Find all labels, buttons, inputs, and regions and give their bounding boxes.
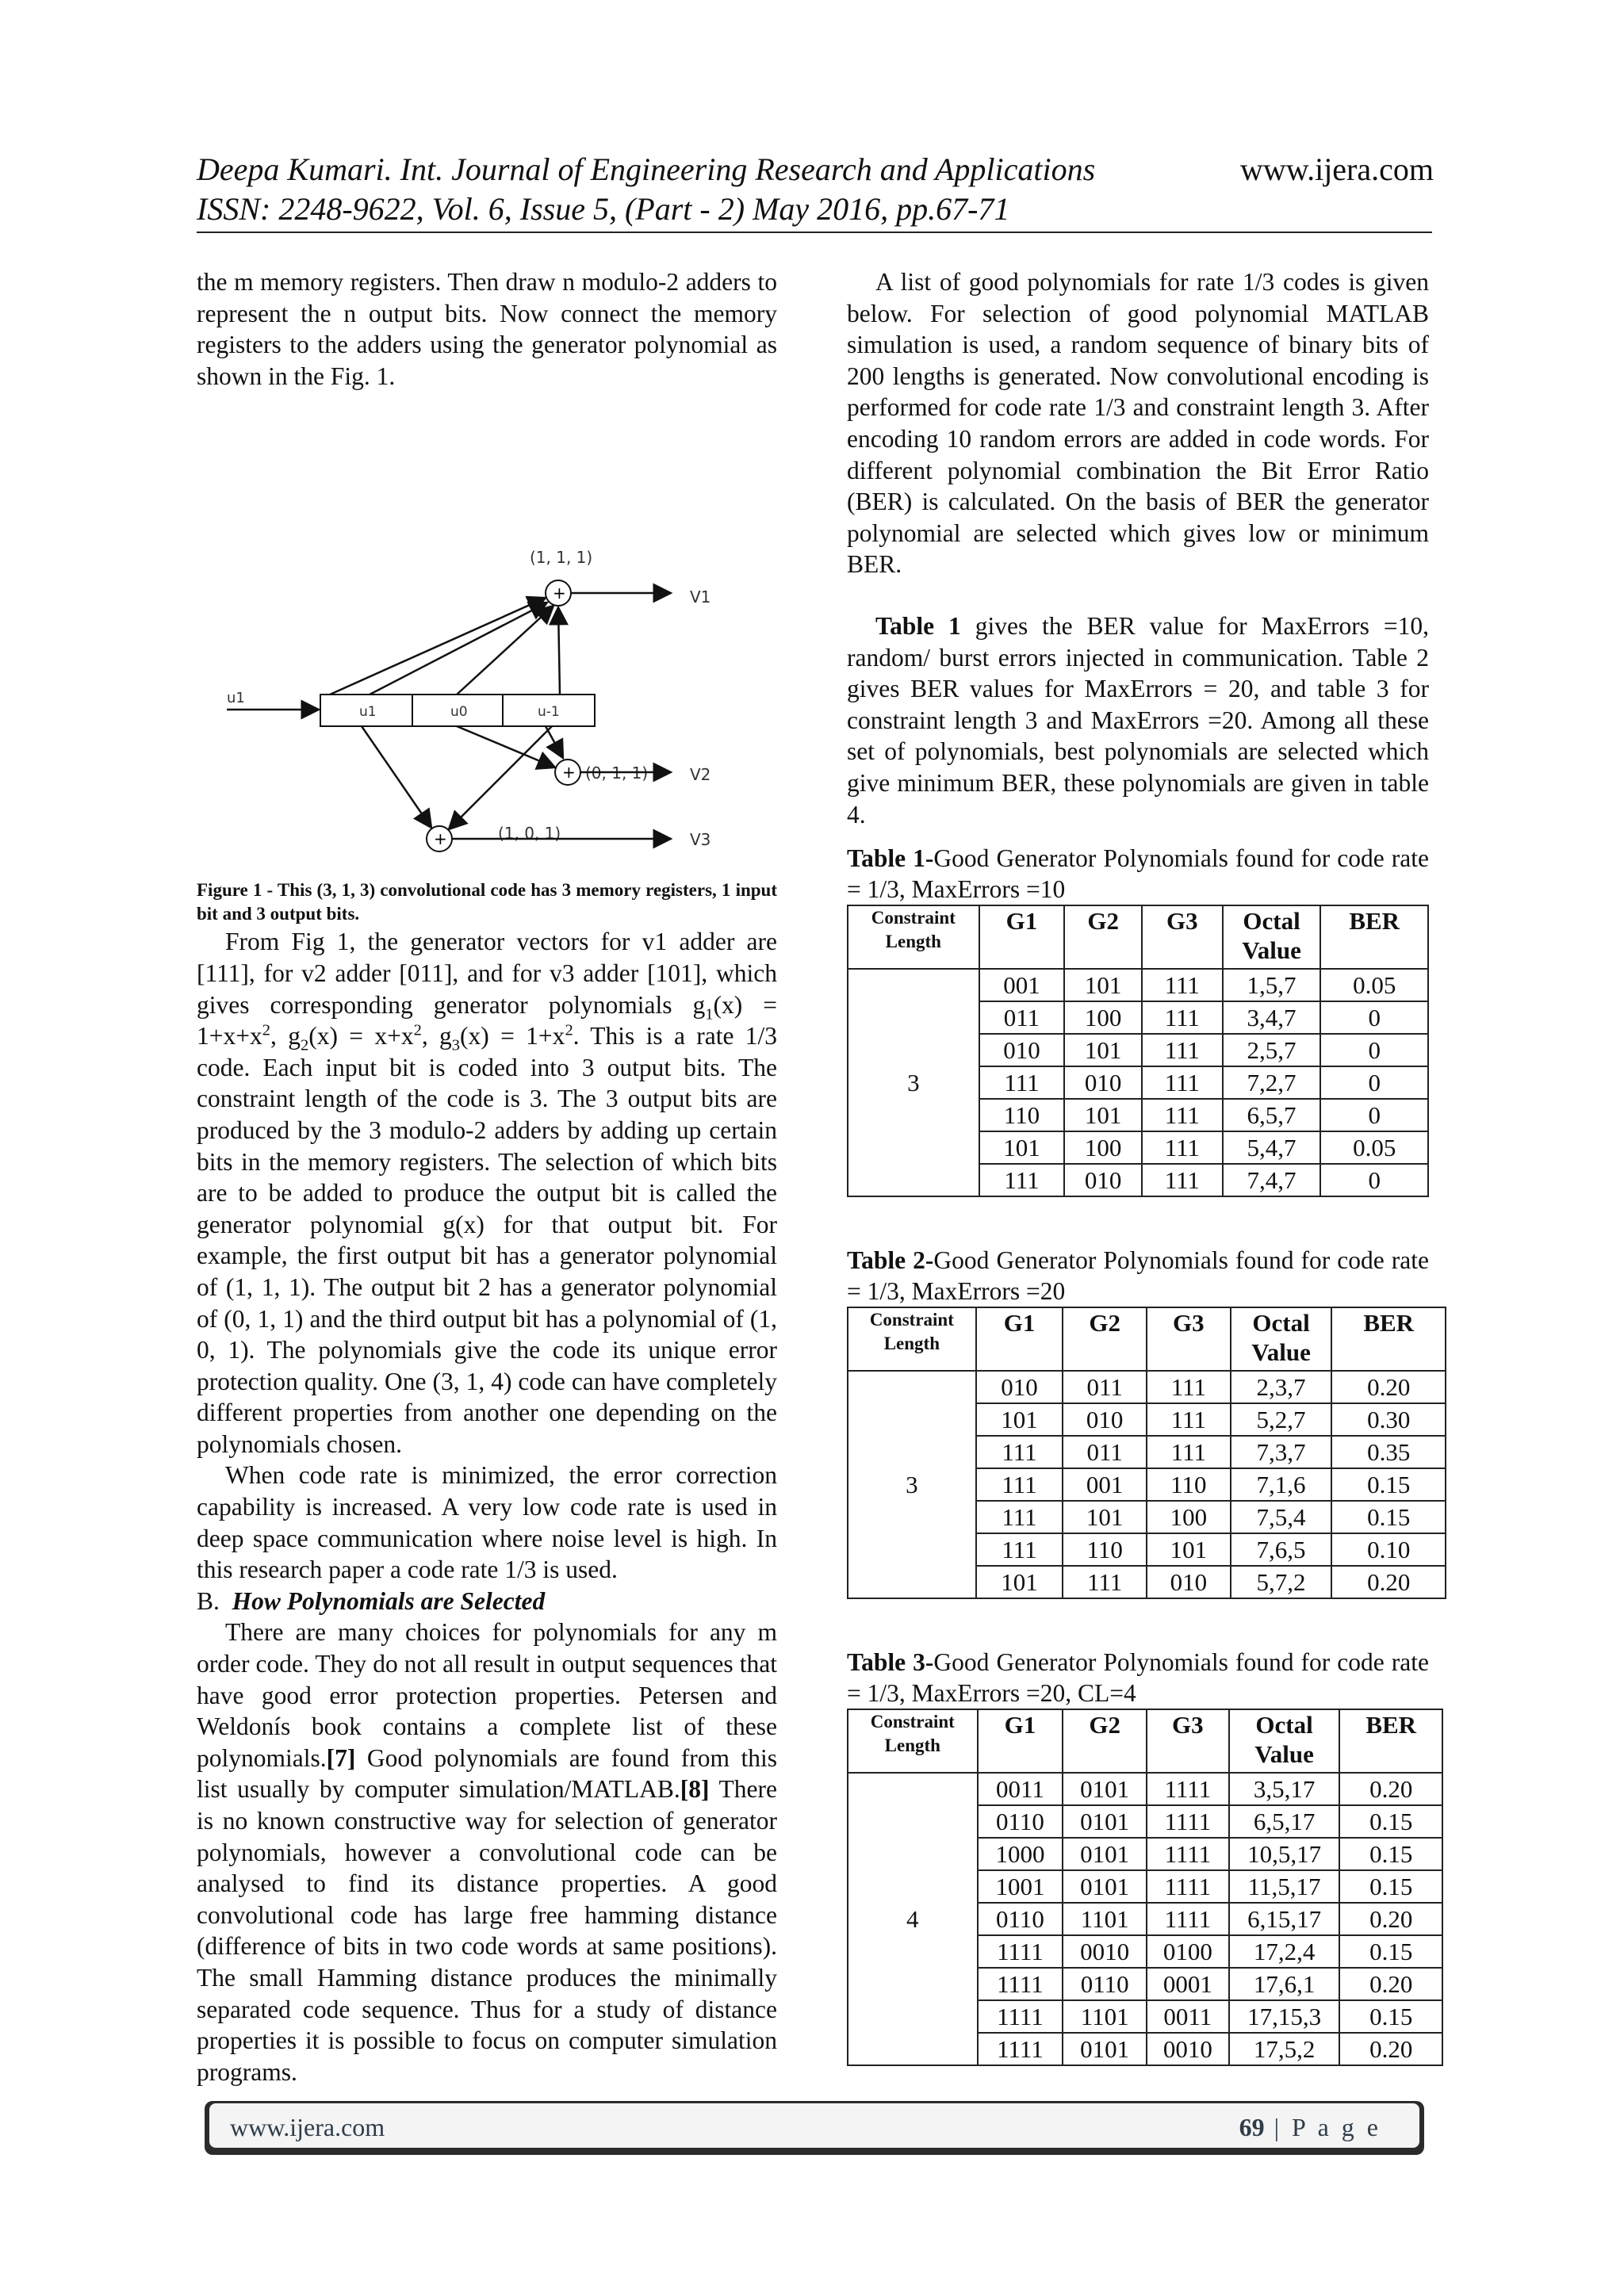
table-cell: 0.20 xyxy=(1331,1566,1446,1598)
table-cell: 101 xyxy=(1064,969,1142,1001)
col-constraint-length: Constraint Length xyxy=(848,905,979,969)
table-cell: 0101 xyxy=(1063,2033,1147,2065)
svg-text:+: + xyxy=(553,584,566,603)
table-cell: 110 xyxy=(1063,1533,1147,1566)
table-cell: 001 xyxy=(979,969,1065,1001)
table-cell: 011 xyxy=(1063,1436,1147,1468)
col-ber: BER xyxy=(1339,1709,1442,1773)
col-g1: G1 xyxy=(978,1709,1063,1773)
left-paragraph-3: When code rate is minimized, the error correction capability is increased. A very low code rate is used in deep space communication where noise level is high. In this research paper a code rate 1/3 is used. xyxy=(197,1461,777,1584)
col-g2: G2 xyxy=(1064,905,1142,969)
register-u0: u0 xyxy=(450,704,468,721)
table-cell: 111 xyxy=(1142,1164,1223,1196)
table-cell: 7,2,7 xyxy=(1223,1066,1321,1099)
table-cell: 010 xyxy=(1147,1566,1231,1598)
table-cell: 0100 xyxy=(1147,1935,1229,1968)
table-cell: 2,5,7 xyxy=(1223,1034,1321,1066)
table-cell: 5,2,7 xyxy=(1231,1403,1332,1436)
col-g3: G3 xyxy=(1147,1307,1231,1371)
table-cell: 0.20 xyxy=(1339,1773,1442,1805)
table-cell: 010 xyxy=(979,1034,1065,1066)
table3-caption: Table 3-Good Generator Polynomials found for code rate = 1/3, MaxErrors =20, CL=4 xyxy=(847,1648,1429,1708)
table-cell: 6,15,17 xyxy=(1229,1903,1340,1935)
table-cell: 2,3,7 xyxy=(1231,1371,1332,1403)
table-cell: 1111 xyxy=(978,2000,1063,2033)
table-2 xyxy=(847,1307,1446,1599)
constraint-length-cell: 4 xyxy=(848,1773,978,2065)
table-cell: 0.15 xyxy=(1339,1838,1442,1870)
svg-text:+: + xyxy=(562,763,576,783)
table-cell: 0.15 xyxy=(1339,1935,1442,1968)
table-cell: 111 xyxy=(1142,1066,1223,1099)
table-cell: 111 xyxy=(976,1533,1063,1566)
journal-citation: Deepa Kumari. Int. Journal of Engineering Research and Applications xyxy=(197,151,1096,187)
table-cell: 0.15 xyxy=(1331,1501,1446,1533)
table-row xyxy=(848,1371,1446,1403)
table-cell: 010 xyxy=(1064,1066,1142,1099)
right-column xyxy=(847,266,1429,2066)
table-cell: 0 xyxy=(1320,1034,1428,1066)
table-cell: 0.20 xyxy=(1339,1903,1442,1935)
label-top: (1, 1, 1) xyxy=(530,548,593,568)
table-cell: 1000 xyxy=(978,1838,1063,1870)
table-cell: 0101 xyxy=(1063,1805,1147,1838)
table-cell: 010 xyxy=(1064,1164,1142,1196)
table-cell: 1111 xyxy=(1147,1903,1229,1935)
col-g3: G3 xyxy=(1142,905,1223,969)
col-g1: G1 xyxy=(976,1307,1063,1371)
table-cell: 0.35 xyxy=(1331,1436,1446,1468)
col-octal: Octal Value xyxy=(1231,1307,1332,1371)
table-cell: 0011 xyxy=(978,1773,1063,1805)
table-cell: 0.05 xyxy=(1320,969,1428,1001)
table-cell: 0110 xyxy=(1063,1968,1147,2000)
ref-8[interactable]: [8] xyxy=(680,1775,710,1804)
table-cell: 1101 xyxy=(1063,2000,1147,2033)
table-cell: 5,4,7 xyxy=(1223,1131,1321,1164)
table-cell: 3,4,7 xyxy=(1223,1001,1321,1034)
col-ber: BER xyxy=(1320,905,1428,969)
table-cell: 001 xyxy=(1063,1468,1147,1501)
col-g1: G1 xyxy=(979,905,1065,969)
table-cell: 011 xyxy=(1063,1371,1147,1403)
right-paragraph-2: Table 1 gives the BER value for MaxErrors =10, random/ burst errors injected in communication. Table 2 gives BER values for MaxErrors = 20, and table 3 for constraint length 3 and MaxErrors =20. Among all these set of polynomials, best polynomials are selected which give minimum BER, these polynomials are given in table 4. xyxy=(847,611,1430,828)
col-constraint-length: Constraint Length xyxy=(848,1307,976,1371)
table1-header-row xyxy=(848,905,1428,969)
table-cell: 0.15 xyxy=(1331,1468,1446,1501)
table-cell: 111 xyxy=(1147,1436,1231,1468)
table-cell: 5,7,2 xyxy=(1231,1566,1332,1598)
table-cell: 0 xyxy=(1320,1099,1428,1131)
col-g2: G2 xyxy=(1063,1307,1147,1371)
table-cell: 011 xyxy=(979,1001,1065,1034)
constraint-length-cell: 3 xyxy=(848,969,979,1196)
table-cell: 101 xyxy=(1147,1533,1231,1566)
col-constraint-length: Constraint Length xyxy=(848,1709,978,1773)
table-cell: 0 xyxy=(1320,1164,1428,1196)
convolutional-encoder-diagram xyxy=(197,403,777,878)
left-paragraph-4: There are many choices for polynomials for any m order code. They do not all result in output sequences that have good error protection properties. Petersen and Weldonís book contains a complete list of these polynomials.[7] Good polynomials are found from this list usually by computer simulation/MATLAB.[8] There is no known constructive way for selection of generator polynomials, however a convolutional code can be analysed to find its distance properties. A good convolutional code has large free hamming distance (difference of bits in two code words at same positions). The small Hamming distance produces the minimally separated code sequence. Thus for a study of distance properties it is possible to focus on computer simulation programs. xyxy=(197,1618,777,2086)
table-cell: 111 xyxy=(976,1436,1063,1468)
table-cell: 1111 xyxy=(978,1968,1063,2000)
col-octal: Octal Value xyxy=(1229,1709,1340,1773)
table-cell: 0010 xyxy=(1147,2033,1229,2065)
register-u-1: u-1 xyxy=(538,704,560,721)
table-cell: 7,3,7 xyxy=(1231,1436,1332,1468)
table-cell: 0.20 xyxy=(1339,2033,1442,2065)
header-rule xyxy=(197,232,1432,233)
output-v1: V1 xyxy=(690,587,711,607)
table-cell: 0110 xyxy=(978,1805,1063,1838)
table-cell: 111 xyxy=(1142,1131,1223,1164)
table-cell: 1111 xyxy=(1147,1773,1229,1805)
table-cell: 111 xyxy=(1142,1034,1223,1066)
table-cell: 1001 xyxy=(978,1870,1063,1903)
right-paragraph-1: A list of good polynomials for rate 1/3 codes is given below. For selection of good polynomial MATLAB simulation is used, a random sequence of binary bits of 200 lengths is generated. Now convolutional encoding is performed for code rate 1/3 and constraint length 3. After encoding 10 random errors are added in code words. For different polynomial combination the Bit Error Ratio (BER) is calculated. On the basis of BER the generator polynomial are selected which gives low or minimum BER. xyxy=(847,268,1429,579)
table-cell: 17,6,1 xyxy=(1229,1968,1340,2000)
table-cell: 111 xyxy=(1147,1371,1231,1403)
table-cell: 111 xyxy=(1142,969,1223,1001)
svg-text:+: + xyxy=(434,829,447,849)
table-cell: 101 xyxy=(979,1131,1065,1164)
table-cell: 101 xyxy=(976,1566,1063,1598)
table-cell: 0.15 xyxy=(1339,1805,1442,1838)
footer-url[interactable]: www.ijera.com xyxy=(230,2113,385,2141)
left-paragraph-1: the m memory registers. Then draw n modulo-2 adders to represent the n output bits. Now connect the memory registers to the adders using the generator polynomial as shown in the Fig. 1. xyxy=(197,268,777,390)
table-cell: 0.20 xyxy=(1331,1371,1446,1403)
table-row xyxy=(848,1773,1442,1805)
table-cell: 0.30 xyxy=(1331,1403,1446,1436)
table-cell: 0010 xyxy=(1063,1935,1147,1968)
left-paragraph-2: From Fig 1, the generator vectors for v1 adder are [111], for v2 adder [011], and for v3 adder [101], which gives corresponding generator polynomials $g_1(x) = 1+x+x^2$, $g_2(x) = x+x^2$, $g_3(x) = 1+x^2$. This is a rate 1/3 code. Each input bit is coded into 3 output bits. The constraint length of the code is 3. The 3 output bits are produced by the 3 modulo-2 adders by adding up certain bits in the memory registers. The selection of which bits are to be added to produce the output bit is called the generator polynomial g(x) for that output bit. For example, the first output bit has a generator polynomial of (1, 1, 1). The output bit 2 has a generator polynomial of (0, 1, 1) and the third output bit has a polynomial of (1, 0, 1). The polynomials give the code its unique error protection quality. One (3, 1, 4) code can have completely different properties from another one depending on the polynomials chosen. xyxy=(197,928,778,1458)
table-3 xyxy=(847,1709,1443,2066)
table-cell: 111 xyxy=(976,1501,1063,1533)
table-cell: 0 xyxy=(1320,1066,1428,1099)
col-g2: G2 xyxy=(1063,1709,1147,1773)
table-cell: 17,2,4 xyxy=(1229,1935,1340,1968)
page-footer xyxy=(205,2101,1424,2155)
table-cell: 0.15 xyxy=(1339,2000,1442,2033)
input-label: u1 xyxy=(227,690,245,707)
figure-caption: Figure 1 - This (3, 1, 3) convolutional code has 3 memory registers, 1 input bit and 3 output bits. xyxy=(197,880,777,924)
table-cell: 7,5,4 xyxy=(1231,1501,1332,1533)
table-cell: 010 xyxy=(976,1371,1063,1403)
table-cell: 101 xyxy=(976,1403,1063,1436)
table-cell: 100 xyxy=(1064,1131,1142,1164)
table-cell: 111 xyxy=(979,1066,1065,1099)
page-number: 69 | P a g e xyxy=(1239,2113,1381,2141)
label-bot: (1, 0, 1) xyxy=(498,824,561,844)
table-cell: 111 xyxy=(1063,1566,1147,1598)
section-heading: B. How Polynomials are Selected xyxy=(197,1586,546,1615)
table-cell: 101 xyxy=(1064,1099,1142,1131)
col-octal: Octal Value xyxy=(1223,905,1321,969)
table-cell: 111 xyxy=(1147,1403,1231,1436)
table-cell: 0101 xyxy=(1063,1773,1147,1805)
table-cell: 111 xyxy=(979,1164,1065,1196)
table-cell: 0.05 xyxy=(1320,1131,1428,1164)
table-cell: 17,5,2 xyxy=(1229,2033,1340,2065)
table-cell: 1111 xyxy=(978,2033,1063,2065)
table-cell: 1,5,7 xyxy=(1223,969,1321,1001)
table-cell: 1111 xyxy=(978,1935,1063,1968)
table-cell: 6,5,7 xyxy=(1223,1099,1321,1131)
table-cell: 100 xyxy=(1147,1501,1231,1533)
table-cell: 101 xyxy=(1063,1501,1147,1533)
table-cell: 010 xyxy=(1063,1403,1147,1436)
table-1 xyxy=(847,905,1429,1197)
col-ber: BER xyxy=(1331,1307,1446,1371)
table-cell: 7,1,6 xyxy=(1231,1468,1332,1501)
table-cell: 111 xyxy=(1142,1099,1223,1131)
table-cell: 111 xyxy=(1142,1001,1223,1034)
table-cell: 0101 xyxy=(1063,1838,1147,1870)
col-g3: G3 xyxy=(1147,1709,1229,1773)
table-cell: 0.15 xyxy=(1339,1870,1442,1903)
table3-header-row xyxy=(848,1709,1442,1773)
table1-caption: Table 1-Good Generator Polynomials found for code rate = 1/3, MaxErrors =10 xyxy=(847,844,1429,904)
table-row xyxy=(848,969,1428,1001)
table-cell: 0101 xyxy=(1063,1870,1147,1903)
table-cell: 1101 xyxy=(1063,1903,1147,1935)
table-cell: 0011 xyxy=(1147,2000,1229,2033)
output-v2: V2 xyxy=(690,765,711,785)
output-v3: V3 xyxy=(690,830,711,850)
table-cell: 0.20 xyxy=(1339,1968,1442,2000)
table-cell: 6,5,17 xyxy=(1229,1805,1340,1838)
table-cell: 110 xyxy=(979,1099,1065,1131)
table-cell: 100 xyxy=(1064,1001,1142,1034)
table-cell: 110 xyxy=(1147,1468,1231,1501)
table-cell: 1111 xyxy=(1147,1805,1229,1838)
table-cell: 1111 xyxy=(1147,1870,1229,1903)
left-column xyxy=(197,266,777,2087)
table-cell: 3,5,17 xyxy=(1229,1773,1340,1805)
table-cell: 111 xyxy=(976,1468,1063,1501)
figure-1 xyxy=(197,403,777,878)
table-cell: 0.10 xyxy=(1331,1533,1446,1566)
constraint-length-cell: 3 xyxy=(848,1371,976,1598)
table2-caption: Table 2-Good Generator Polynomials found for code rate = 1/3, MaxErrors =20 xyxy=(847,1246,1429,1306)
label-mid: (0, 1, 1) xyxy=(585,763,649,783)
table-cell: 101 xyxy=(1064,1034,1142,1066)
table-cell: 1111 xyxy=(1147,1838,1229,1870)
table-cell: 0001 xyxy=(1147,1968,1229,2000)
table-cell: 11,5,17 xyxy=(1229,1870,1340,1903)
table-cell: 7,4,7 xyxy=(1223,1164,1321,1196)
table2-header-row xyxy=(848,1307,1446,1371)
running-header xyxy=(197,151,1434,188)
table-cell: 7,6,5 xyxy=(1231,1533,1332,1566)
table-cell: 17,15,3 xyxy=(1229,2000,1340,2033)
table-cell: 0110 xyxy=(978,1903,1063,1935)
table-cell: 0 xyxy=(1320,1001,1428,1034)
issn-line: ISSN: 2248-9622, Vol. 6, Issue 5, (Part - 2) May 2016, pp.67-71 xyxy=(197,191,1010,227)
table-cell: 10,5,17 xyxy=(1229,1838,1340,1870)
header-url[interactable]: www.ijera.com xyxy=(1240,151,1434,187)
register-u1: u1 xyxy=(359,704,377,721)
ref-7[interactable]: [7] xyxy=(326,1743,356,1772)
